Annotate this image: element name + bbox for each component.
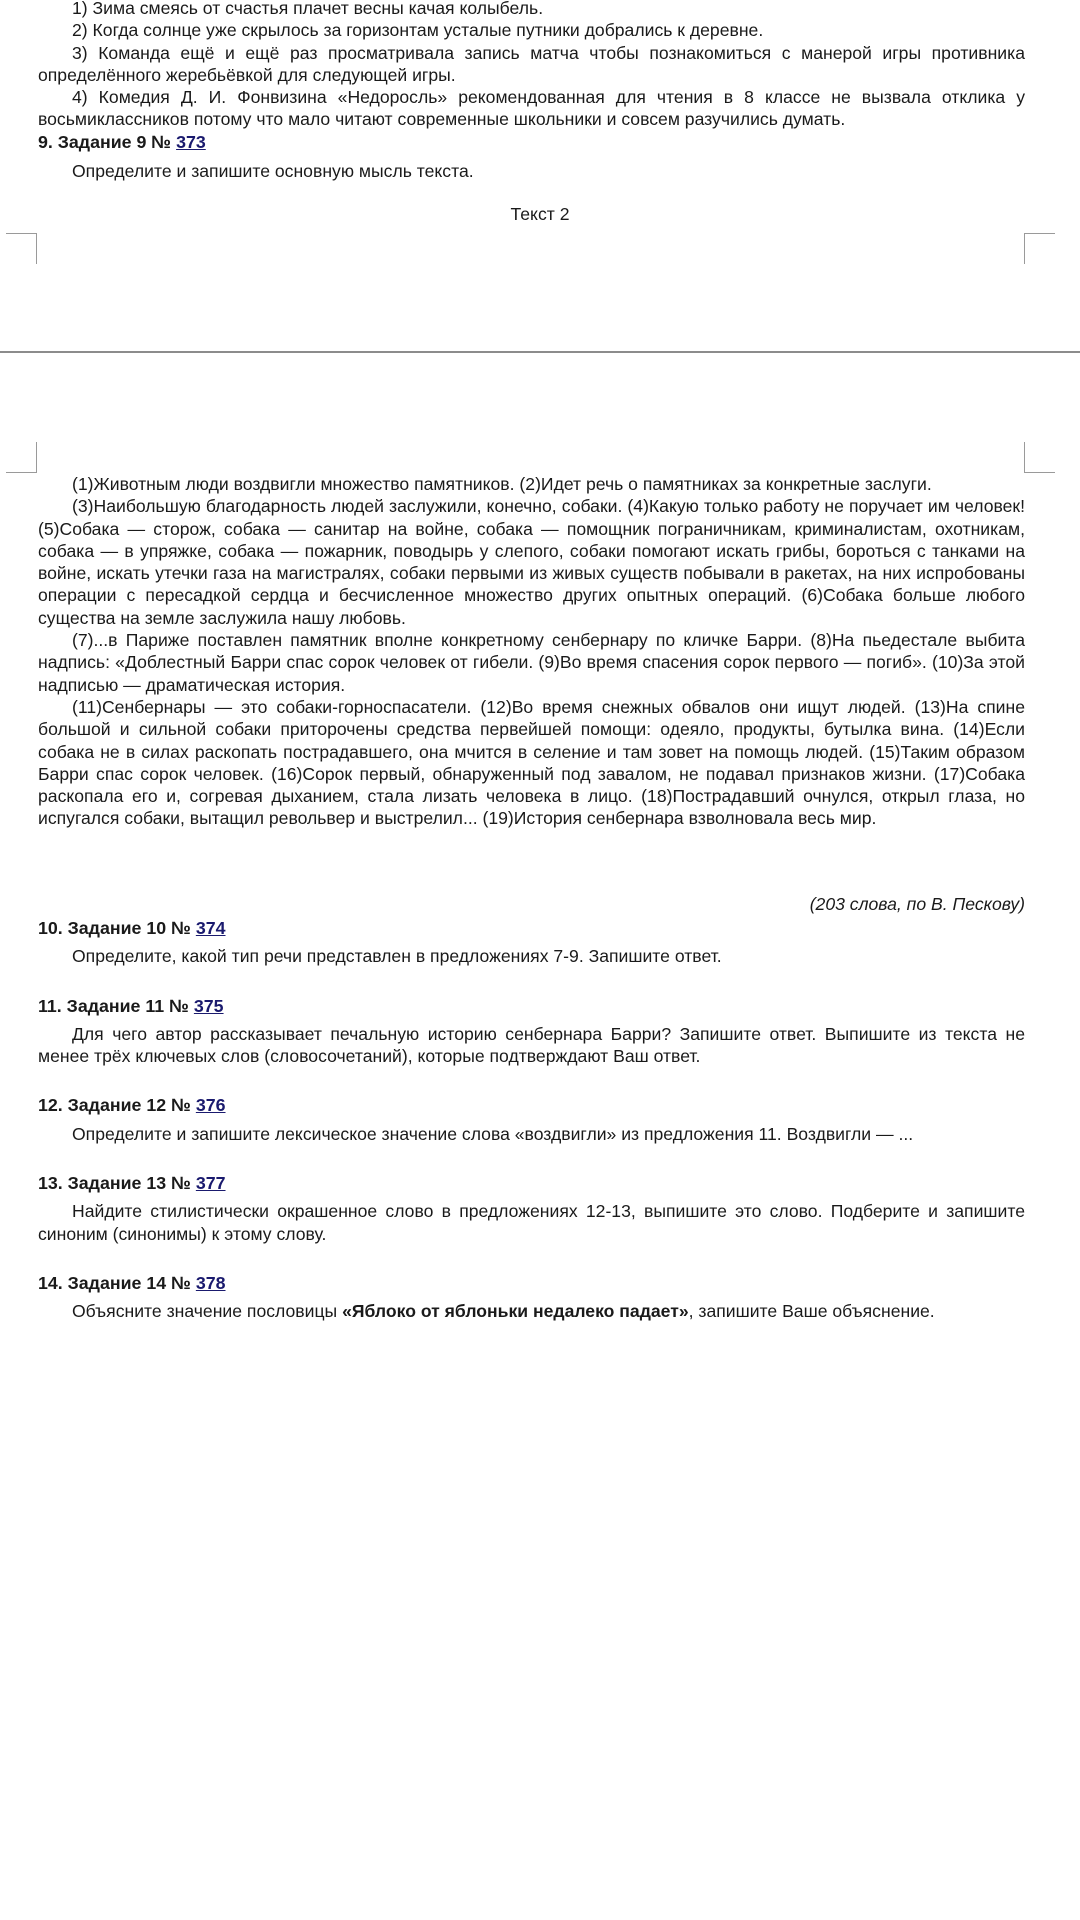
- task-14-head-label: 14. Задание 14 №: [38, 1272, 196, 1293]
- task-13: [38, 1172, 1025, 1245]
- main-paragraph-1: (1)Животным люди воздвигли множество памятников. (2)Идет речь о памятниках за конкретные заслуги.: [72, 474, 932, 494]
- page-corner-mark-bottom-left: [6, 442, 37, 473]
- task-13-heading: [38, 1172, 1025, 1194]
- top-item-1: 1) Зима смеясь от счастья плачет весны качая колыбель.: [72, 0, 544, 18]
- main-paragraph-4: (11)Сенбернары — это собаки-горноспасатели. (12)Во время снежных обвалов они ищут людей. (13)На спине большой и сильной собаки приторочены средства первейшей помощи: одеяло, продукты, бутылка вина. (14)Если собака не в силах раскопать пострадавшего, она мчится в селение и там зовет на помощь людей. (15)Таким образом Барри спас сорок человек. (16)Сорок первый, обнаруженный под завалом, не подавал признаков жизни. (17)Собака раскопала его и, согревая дыханием, стала лизать человека в лицо. (18)Пострадавший очнулся, открыл глаза, но испугался собаки, вытащил револьвер и выстрелил... (19)История сенбернара взволновала весь мир.: [38, 696, 1025, 829]
- task-10-heading: [38, 917, 1025, 939]
- task-10: [38, 917, 1025, 968]
- task-10-link[interactable]: 374: [195, 918, 226, 938]
- task-14-heading: [38, 1272, 1025, 1294]
- top-items-block: [38, 0, 1025, 182]
- task-14: [38, 1272, 1025, 1323]
- main-paragraph-3: (7)...в Париже поставлен памятник вполне конкретному сенбернару по кличке Барри. (8)На пьедестале выбита надпись: «Доблестный Барри спас сорок человек от гибели. (9)Во время спасения сорок первого — погиб». (10)За этой надписью — драматическая история.: [38, 630, 1025, 695]
- top-item-4: 4) Комедия Д. И. Фонвизина «Недоросль» рекомендованная для чтения в 8 классе не вызвала отклика у восьмиклассников потому что мало читают современные школьники и совсем разучились думать.: [38, 87, 1025, 130]
- task-14-body-after: , запишите Ваше объяснение.: [688, 1301, 935, 1322]
- top-item-2: 2) Когда солнце уже скрылось за горизонтам усталые путники добрались к деревне.: [72, 20, 764, 41]
- task-9-link[interactable]: 373: [176, 131, 206, 152]
- tasks-list: [38, 917, 1025, 1342]
- task-9-head-label: 9. Задание 9 №: [38, 131, 177, 152]
- task-9-heading: [38, 131, 1025, 153]
- task-11-link[interactable]: 375: [193, 995, 224, 1016]
- task-12-heading: [38, 1094, 1025, 1116]
- task-12-head-label: 12. Задание 12 №: [38, 1095, 196, 1116]
- task-11-body: Для чего автор рассказывает печальную историю сенбернара Барри? Запишите ответ. Выпишите из текста не менее трёх ключевых слов (словосочетаний), которые подтверждают Ваш ответ.: [38, 1023, 1025, 1067]
- task-14-body: [38, 1300, 1025, 1322]
- page-corner-mark-bottom-right: [1024, 442, 1055, 473]
- top-item-3: 3) Команда ещё и ещё раз просматривала запись матча чтобы познакомиться с манерой игры противника определённого жеребьёвкой для следующей игры.: [38, 42, 1025, 85]
- task-12-body: Определите и запишите лексическое значение слова «воздвигли» из предложения 11. Воздвигли — ...: [72, 1123, 914, 1144]
- page-corner-mark-top-left: [6, 233, 37, 264]
- page-break-divider: [0, 351, 1080, 353]
- main-text-block: [38, 473, 1025, 830]
- text-2-title: Текст 2: [510, 204, 570, 224]
- main-paragraph-2: (3)Наибольшую благодарность людей заслужили, конечно, собаки. (4)Какую только работу не поручает им человек! (5)Собака — сторож, собака — санитар на войне, собака — помощник пограничникам, криминалистам, охотникам, собака — в упряжке, собака — пожарник, поводырь у слепого, собаки помогают искать грибы, бороться с танками на войне, искать утечки газа на магистралях, собаки первыми из живых существ побывали в ракетах, на них испробованы операции с пересадкой сердца и бесчисленное множество других опытных операций. (6)Собака больше любого существа на земле заслужила нашу любовь.: [38, 496, 1025, 628]
- task-11: [38, 995, 1025, 1068]
- task-10-head-label: 10. Задание 10 №: [38, 918, 196, 938]
- task-12: [38, 1094, 1025, 1145]
- task-14-body-before: Объясните значение пословицы: [72, 1301, 343, 1322]
- task-13-head-label: 13. Задание 13 №: [38, 1173, 196, 1194]
- task-12-link[interactable]: 376: [195, 1095, 226, 1116]
- task-13-body: Найдите стилистически окрашенное слово в предложениях 12-13, выпишите это слово. Подберите и запишите синоним (синонимы) к этому слову.: [38, 1201, 1025, 1244]
- task-10-body: Определите, какой тип речи представлен в предложениях 7-9. Запишите ответ.: [72, 946, 722, 967]
- author-note: (203 слова, по В. Пескову): [809, 894, 1025, 914]
- task-13-link[interactable]: 377: [195, 1173, 226, 1194]
- page-corner-mark-top-right: [1024, 233, 1055, 264]
- task-9-body: Определите и запишите основную мысль текста.: [72, 161, 474, 182]
- task-14-proverb: «Яблоко от яблоньки недалеко падает»: [342, 1301, 689, 1322]
- task-14-link[interactable]: 378: [195, 1272, 226, 1293]
- task-11-heading: [38, 995, 1025, 1017]
- task-11-head-label: 11. Задание 11 №: [38, 995, 194, 1016]
